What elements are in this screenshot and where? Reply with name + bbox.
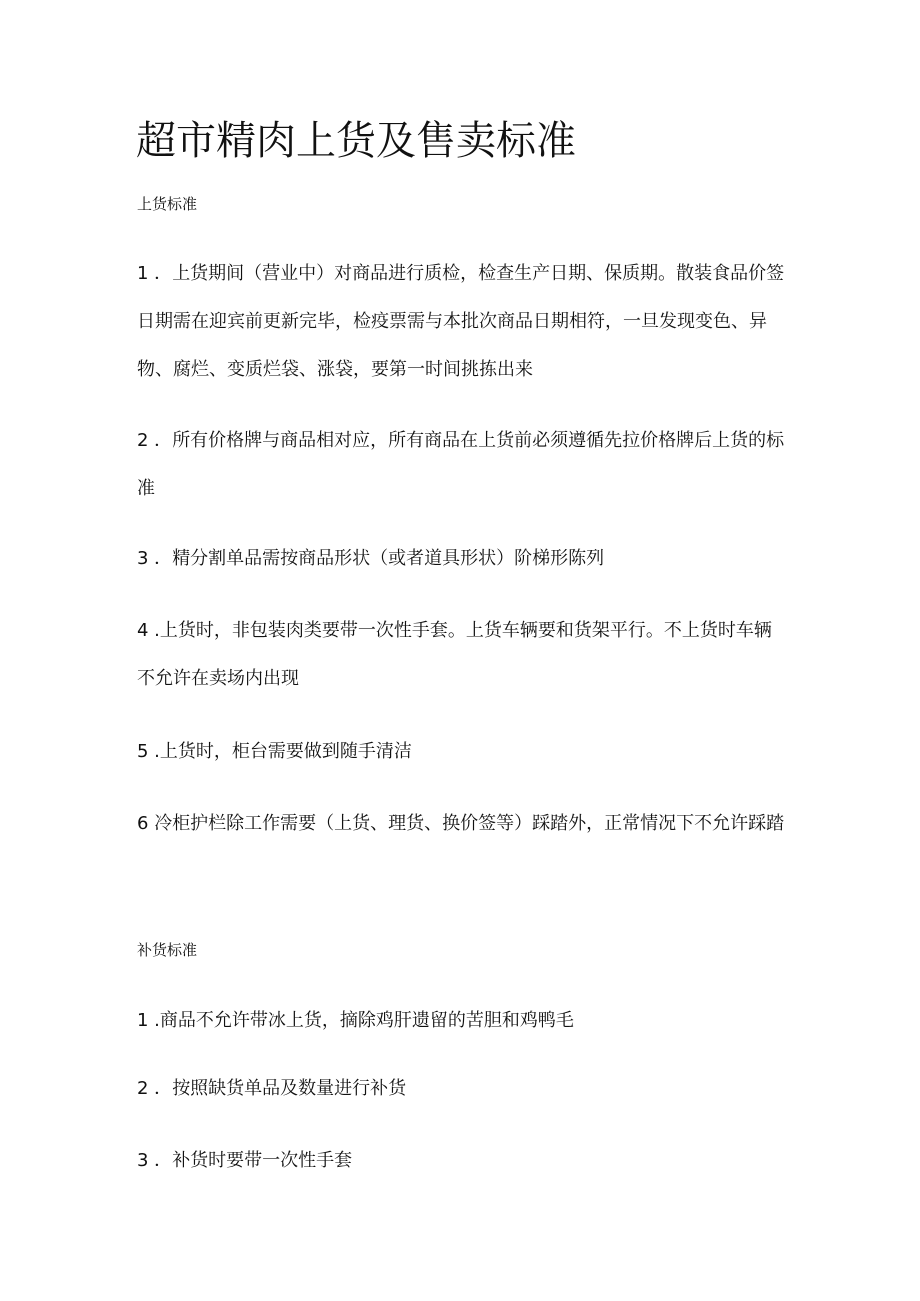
item-text: 补货时要带一次性手套 [172,1150,353,1171]
item-number: 3 ． [137,548,173,569]
item-text: 上货期间（营业中）对商品进行质检，检查生产日期、保质期。散装食品价签日期需在迎宾前更新完毕，检疫票需与本批次商品日期相符，一旦发现变色、异物、腐烂、变质烂袋、涨袋，要第一时间挑拣出来 [137,263,785,380]
item-number: 2 ． [137,430,173,451]
item-text: 冷柜护栏除工作需要（上货、理货、换价签等）踩踏外，正常情况下不允许踩踏 [154,813,785,834]
list-item [137,607,789,703]
list-item [137,728,789,776]
item-number: 2 ． [137,1078,173,1099]
item-text: 上货时，非包装肉类要带一次性手套。上货车辆要和货架平行。不上货时车辆不允许在卖场内出现 [137,620,772,689]
list-item [137,1137,789,1185]
section-heading-buhuo: 补货标准 [137,941,198,959]
item-text: 上货时，柜台需要做到随手清洁 [159,741,412,762]
list-item [137,535,789,583]
item-text: 商品不允许带冰上货，摘除鸡肝遗留的苦胆和鸡鸭毛 [159,1010,574,1031]
item-number: 5 . [137,741,160,762]
item-text: 所有价格牌与商品相对应，所有商品在上货前必须遵循先拉价格牌后上货的标准 [137,430,785,499]
item-number: 1 . [137,1010,160,1031]
list-item [137,800,789,848]
page-title: 超市精肉上货及售卖标准 [136,118,576,164]
item-number: 4 . [137,620,160,641]
item-text: 按照缺货单品及数量进行补货 [172,1078,407,1099]
item-text: 精分割单品需按商品形状（或者道具形状）阶梯形陈列 [172,548,605,569]
list-item [137,250,789,394]
list-item [137,1065,789,1113]
item-number: 6 [137,813,155,834]
section-heading-shanghuo: 上货标准 [137,195,198,213]
item-number: 3 ． [137,1150,173,1171]
list-item [137,997,789,1045]
list-item [137,417,789,513]
item-number: 1 ． [137,263,173,284]
